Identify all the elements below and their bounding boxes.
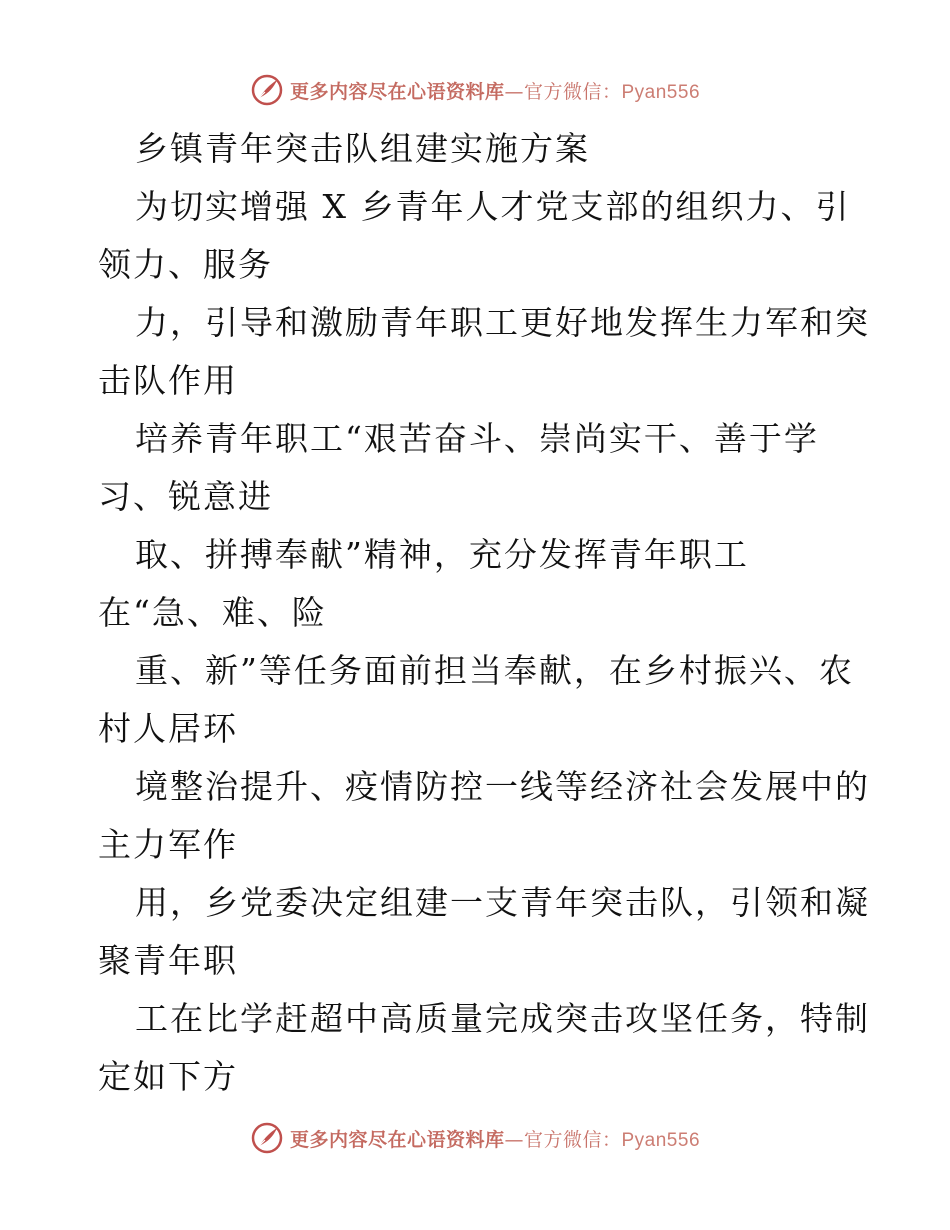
text-line: 主力军作 — [98, 825, 238, 864]
watermark-group — [250, 73, 700, 107]
watermark-dash: — — [504, 1128, 524, 1151]
watermark-wechat-id: Pyan556 — [621, 1129, 701, 1151]
text-line: 聚青年职 — [98, 941, 238, 980]
feather-pen-logo-icon — [250, 73, 284, 107]
text-line: 村人居环 — [98, 709, 238, 748]
text-line: 重、新”等任务面前担当奉献，在乡村振兴、农 — [135, 651, 854, 690]
text-line: 在“急、难、险 — [98, 593, 327, 632]
text-line: 击队作用 — [98, 361, 238, 400]
header-watermark — [0, 70, 950, 110]
document-title: 乡镇青年突击队组建实施方案 — [135, 129, 590, 168]
watermark-site: 更多内容尽在心语资料库 — [289, 80, 505, 103]
text-line: 工在比学赶超中高质量完成突击攻坚任务，特制 — [135, 999, 870, 1038]
feather-pen-logo-icon — [250, 1121, 284, 1155]
text-line: 取、拼搏奉献”精神，充分发挥青年职工 — [135, 535, 749, 574]
watermark-text — [290, 1125, 700, 1152]
text-line: 领力、服务 — [98, 245, 273, 284]
text-line: 力，引导和激励青年职工更好地发挥生力军和突 — [135, 303, 870, 342]
text-line: 境整治提升、疫情防控一线等经济社会发展中的 — [135, 767, 870, 806]
watermark-site: 更多内容尽在心语资料库 — [289, 1128, 505, 1151]
watermark-text — [290, 77, 700, 104]
watermark-wechat-id: Pyan556 — [621, 81, 701, 103]
footer-watermark — [0, 1118, 950, 1158]
text-line: 习、锐意进 — [98, 477, 273, 516]
watermark-wechat-label: 官方微信： — [523, 1128, 622, 1151]
watermark-wechat-label: 官方微信： — [523, 80, 622, 103]
watermark-group — [250, 1121, 700, 1155]
document-body — [98, 120, 870, 1106]
text-line: 为切实增强 X 乡青年人才党支部的组织力、引 — [135, 187, 851, 226]
watermark-dash: — — [504, 80, 524, 103]
text-line: 用，乡党委决定组建一支青年突击队，引领和凝 — [135, 883, 870, 922]
text-line: 定如下方 — [98, 1057, 238, 1096]
text-line: 培养青年职工“艰苦奋斗、崇尚实干、善于学 — [135, 419, 819, 458]
